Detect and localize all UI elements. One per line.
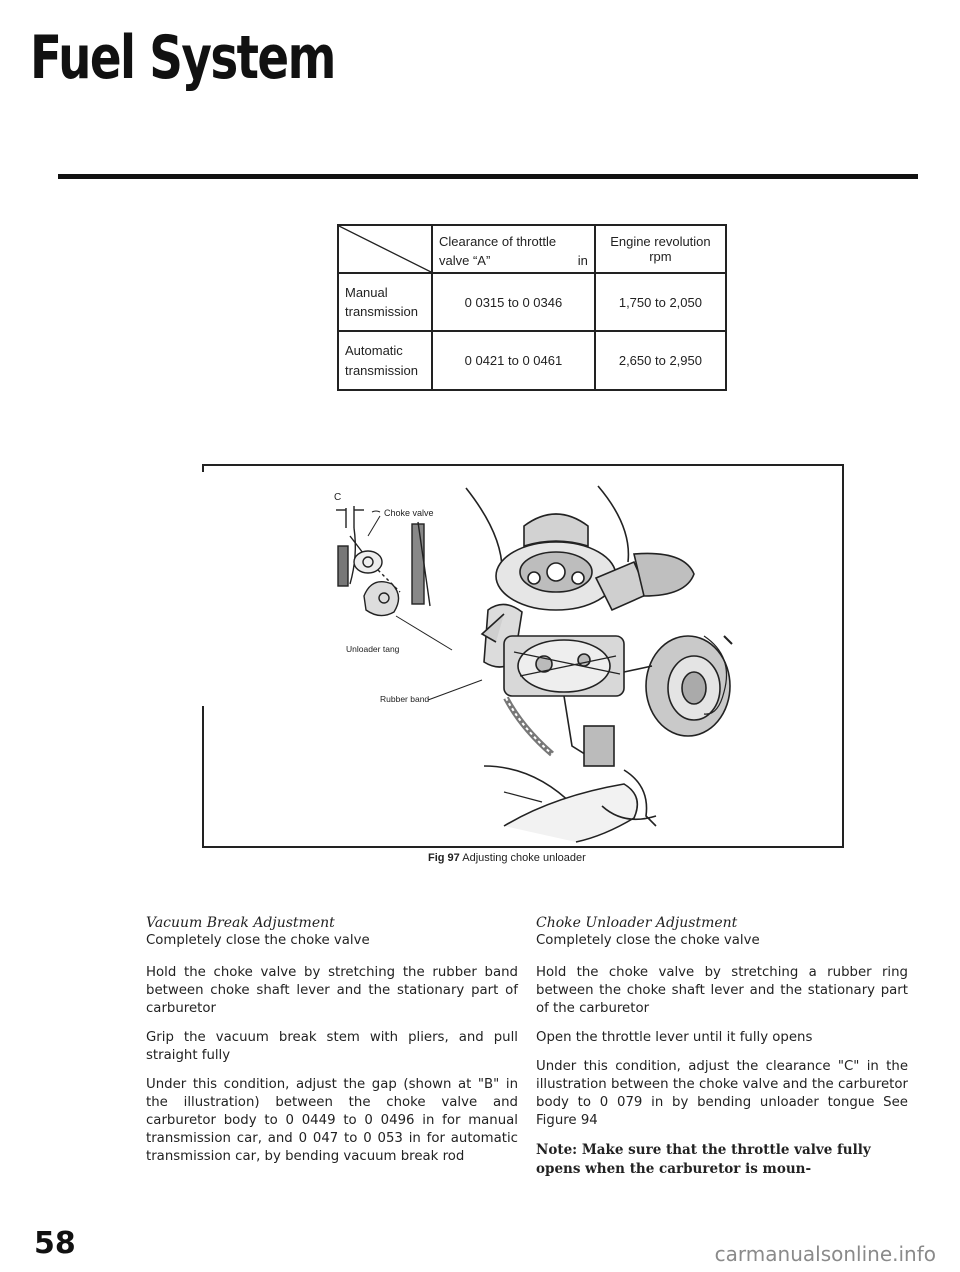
clearance-value: 0 0315 to 0 0346 bbox=[432, 273, 595, 331]
clearance-header-unit: in bbox=[577, 252, 588, 268]
choke-unloader-heading: Choke Unloader Adjustment bbox=[536, 915, 738, 931]
clearance-header-line1: Clearance of throttle bbox=[439, 234, 557, 250]
carburetor-illustration bbox=[204, 466, 842, 846]
page-title: Fuel System bbox=[30, 23, 335, 93]
left-column bbox=[146, 914, 518, 1177]
engine-header-line1: Engine revolution bbox=[610, 234, 711, 249]
figure-caption bbox=[428, 852, 586, 864]
table-header-clearance bbox=[432, 225, 595, 273]
clearance-header-line2: valve “A” bbox=[439, 252, 491, 268]
paragraph: Open the throttle lever until it fully opens bbox=[536, 1030, 813, 1045]
note-text: Note: Make sure that the throttle valve fully opens when the carburetor is moun- bbox=[536, 1142, 871, 1177]
label-unloader-tang: Unloader tang bbox=[346, 644, 400, 654]
row-label-line1: Manual bbox=[345, 284, 388, 300]
paragraph: Under this condition, adjust the gap (shown at "B" in the illustration) between the choke valve and carburetor body to 0 0449 to 0 0496 in for manual transmission car, and 0 047 to 0 053 in for automatic transmission car, by bending vacuum break rod bbox=[146, 1077, 518, 1164]
right-column bbox=[536, 914, 908, 1179]
label-choke-valve: Choke valve bbox=[384, 508, 434, 518]
vacuum-break-heading: Vacuum Break Adjustment bbox=[146, 915, 335, 931]
paragraph: Under this condition, adjust the clearance "C" in the illustration between the choke valve and the carburetor body to 0 079 in by bending unloader tongue See Figure 94 bbox=[536, 1059, 908, 1128]
rpm-value: 1,750 to 2,050 bbox=[595, 273, 726, 331]
paragraph: Grip the vacuum break stem with pliers, and pull straight fully bbox=[146, 1030, 518, 1063]
figure-frame bbox=[204, 464, 844, 848]
label-c: C bbox=[334, 492, 342, 503]
label-rubber-band: Rubber band bbox=[380, 694, 430, 704]
diagonal-line-icon bbox=[339, 226, 431, 272]
carburetor-body bbox=[466, 486, 732, 842]
paragraph: Hold the choke valve by stretching the rubber band between choke shaft lever and the stationary part of carburetor bbox=[146, 965, 518, 1016]
paragraph: Completely close the choke valve bbox=[536, 933, 760, 948]
paragraph: Hold the choke valve by stretching a rubber ring between the choke shaft lever and the stationary part of the carburetor bbox=[536, 965, 908, 1016]
figure-caption-text: Adjusting choke unloader bbox=[462, 852, 586, 864]
spec-table bbox=[337, 224, 727, 391]
figure-caption-number: Fig 97 bbox=[428, 852, 460, 864]
row-label-line2: transmission bbox=[345, 362, 418, 378]
page-number: 58 bbox=[34, 1226, 76, 1261]
paragraph: Completely close the choke valve bbox=[146, 933, 370, 948]
row-label-line2: transmission bbox=[345, 304, 418, 319]
table-header-row bbox=[338, 225, 726, 273]
rpm-value: 2,650 to 2,950 bbox=[595, 331, 726, 390]
row-label-manual bbox=[338, 273, 432, 331]
engine-header-line2: rpm bbox=[649, 249, 672, 264]
table-row bbox=[338, 331, 726, 390]
header-rule bbox=[58, 174, 918, 179]
table-header-engine bbox=[595, 225, 726, 273]
table-row bbox=[338, 273, 726, 331]
watermark: carmanualsonline.info bbox=[714, 1242, 936, 1266]
row-label-line1: Automatic bbox=[345, 343, 403, 358]
clearance-value: 0 0421 to 0 0461 bbox=[432, 331, 595, 390]
row-label-automatic bbox=[338, 331, 432, 390]
table-corner-cell bbox=[338, 225, 432, 273]
choke-detail-inset bbox=[336, 506, 452, 650]
